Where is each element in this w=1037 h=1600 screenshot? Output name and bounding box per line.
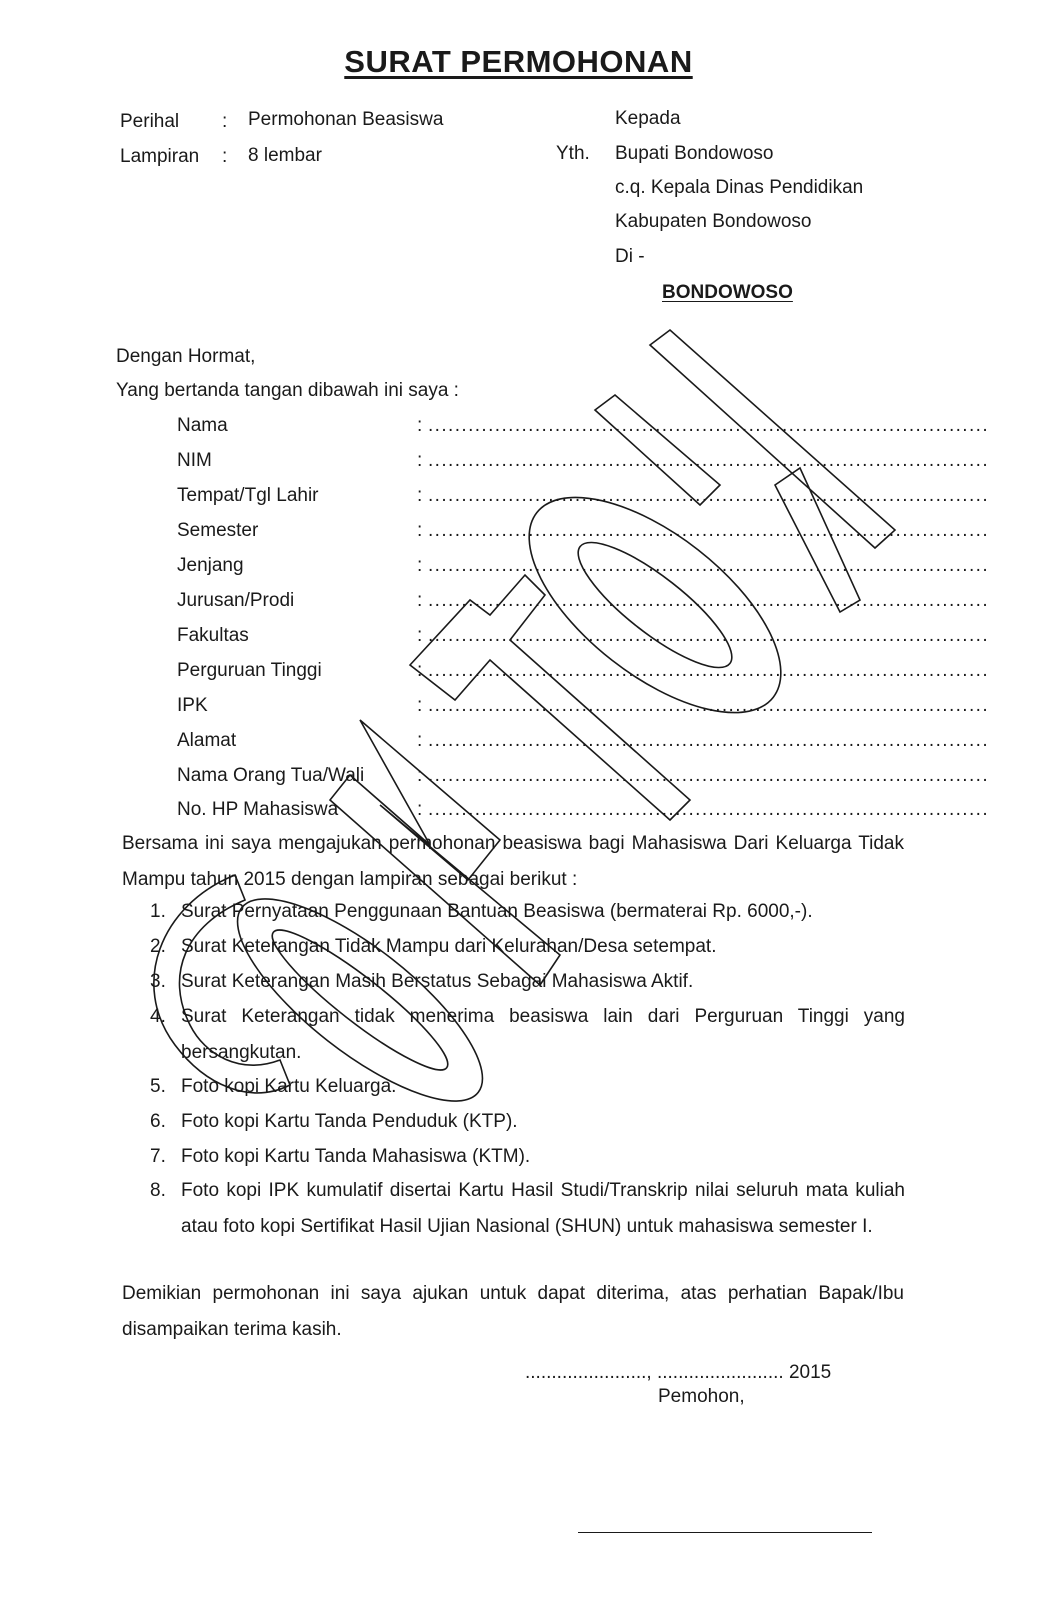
field-label-nama: Nama — [177, 415, 228, 436]
list-item-number: 7. — [150, 1146, 166, 1167]
list-item: Surat Keterangan Tidak Mampu dari Kelurahan/Desa setempat. — [181, 936, 717, 957]
greeting: Dengan Hormat, — [116, 346, 256, 367]
field-label-no-hp-mahasiswa: No. HP Mahasiswa — [177, 799, 339, 820]
list-item: Foto kopi IPK kumulatif disertai Kartu Hasil Studi/Transkrip nilai seluruh mata kuliah atau foto kopi Sertifikat Hasil Ujian Nasional (SHUN) untuk mahasiswa semester I. — [181, 1180, 905, 1237]
list-item-number: 3. — [150, 971, 166, 992]
list-item-number: 8. — [150, 1180, 166, 1201]
list-item-number: 6. — [150, 1111, 166, 1132]
field-label-nama-orang-tua-wali: Nama Orang Tua/Wali — [177, 765, 365, 786]
perihal-value: Permohonan Beasiswa — [248, 109, 444, 130]
recipient-line-cq: c.q. Kepala Dinas Pendidikan — [615, 177, 864, 198]
recipient-line-kabupaten: Kabupaten Bondowoso — [615, 211, 812, 232]
signature-date-line[interactable]: ......................., ........................ 2015 — [525, 1362, 832, 1383]
list-item-number: 1. — [150, 901, 166, 922]
list-item: Surat Pernyataan Penggunaan Bantuan Beasiswa (bermaterai Rp. 6000,-). — [181, 901, 813, 922]
lampiran-value: 8 lembar — [248, 145, 322, 166]
yth-label: Yth. — [556, 143, 590, 164]
field-blank-jenjang[interactable]: .................................................................................... — [428, 555, 990, 576]
field-label-semester: Semester — [177, 520, 259, 541]
recipient-line-di: Di - — [615, 246, 645, 267]
recipient-line-kepada: Kepada — [615, 108, 681, 129]
document-title: SURAT PERMOHONAN — [344, 44, 693, 79]
lampiran-label: Lampiran — [120, 146, 200, 167]
perihal-label: Perihal — [120, 111, 180, 132]
field-colon: : — [417, 730, 423, 751]
field-blank-ipk[interactable]: .................................................................................... — [428, 695, 990, 716]
lampiran-colon: : — [222, 146, 228, 167]
field-label-nim: NIM — [177, 450, 212, 471]
field-colon: : — [417, 625, 423, 646]
list-item: Foto kopi Kartu Tanda Mahasiswa (KTM). — [181, 1146, 531, 1167]
field-colon: : — [417, 799, 423, 820]
field-label-fakultas: Fakultas — [177, 625, 249, 646]
recipient-city: BONDOWOSO — [662, 282, 793, 303]
recipient-line-bupati: Bupati Bondowoso — [615, 143, 774, 164]
field-label-alamat: Alamat — [177, 730, 237, 751]
field-colon: : — [417, 485, 423, 506]
list-item: Surat Keterangan tidak menerima beasiswa lain dari Perguruan Tinggi yang bersangkutan. — [181, 1006, 905, 1063]
field-blank-semester[interactable]: .................................................................................... — [428, 520, 990, 541]
list-item-number: 2. — [150, 936, 166, 957]
field-colon: : — [417, 520, 423, 541]
signature-role: Pemohon, — [658, 1386, 745, 1407]
field-blank-fakultas[interactable]: .................................................................................... — [428, 625, 990, 646]
field-blank-nim[interactable]: .................................................................................... — [428, 450, 990, 471]
field-blank-nama[interactable]: .................................................................................... — [428, 415, 990, 436]
list-item-number: 5. — [150, 1076, 166, 1097]
field-colon: : — [417, 555, 423, 576]
field-blank-no-hp-mahasiswa[interactable]: .................................................................................... — [428, 799, 990, 820]
list-item: Foto kopi Kartu Keluarga. — [181, 1076, 397, 1097]
field-colon: : — [417, 660, 423, 681]
closing-paragraph: Demikian permohonan ini saya ajukan untuk dapat diterima, atas perhatian Bapak/Ibu disampaikan terima kasih. — [122, 1283, 904, 1340]
perihal-colon: : — [222, 111, 228, 132]
field-label-jurusan-prodi: Jurusan/Prodi — [177, 590, 295, 611]
intro-text: Yang bertanda tangan dibawah ini saya : — [116, 380, 459, 401]
field-label-tempat-tgl-lahir: Tempat/Tgl Lahir — [177, 485, 319, 506]
field-colon: : — [417, 415, 423, 436]
list-item: Surat Keterangan Masih Berstatus Sebagai Mahasiswa Aktif. — [181, 971, 694, 992]
field-blank-jurusan-prodi[interactable]: .................................................................................... — [428, 590, 990, 611]
field-colon: : — [417, 765, 423, 786]
list-item: Foto kopi Kartu Tanda Penduduk (KTP). — [181, 1111, 518, 1132]
field-label-ipk: IPK — [177, 695, 208, 716]
field-colon: : — [417, 590, 423, 611]
field-colon: : — [417, 695, 423, 716]
request-paragraph: Bersama ini saya mengajukan permohonan beasiswa bagi Mahasiswa Dari Keluarga Tidak Mampu tahun 2015 dengan lampiran sebagai berikut : — [122, 833, 904, 890]
field-label-jenjang: Jenjang — [177, 555, 244, 576]
field-colon: : — [417, 450, 423, 471]
field-blank-alamat[interactable]: .................................................................................... — [428, 730, 990, 751]
watermark-letter-h — [650, 330, 895, 548]
signature-line[interactable] — [578, 1532, 872, 1533]
field-blank-perguruan-tinggi[interactable]: .................................................................................... — [428, 660, 990, 681]
field-blank-tempat-tgl-lahir[interactable]: .................................................................................... — [428, 485, 990, 506]
field-label-perguruan-tinggi: Perguruan Tinggi — [177, 660, 322, 681]
field-blank-nama-orang-tua-wali[interactable]: .................................................................................... — [428, 765, 990, 786]
list-item-number: 4. — [150, 1006, 166, 1027]
